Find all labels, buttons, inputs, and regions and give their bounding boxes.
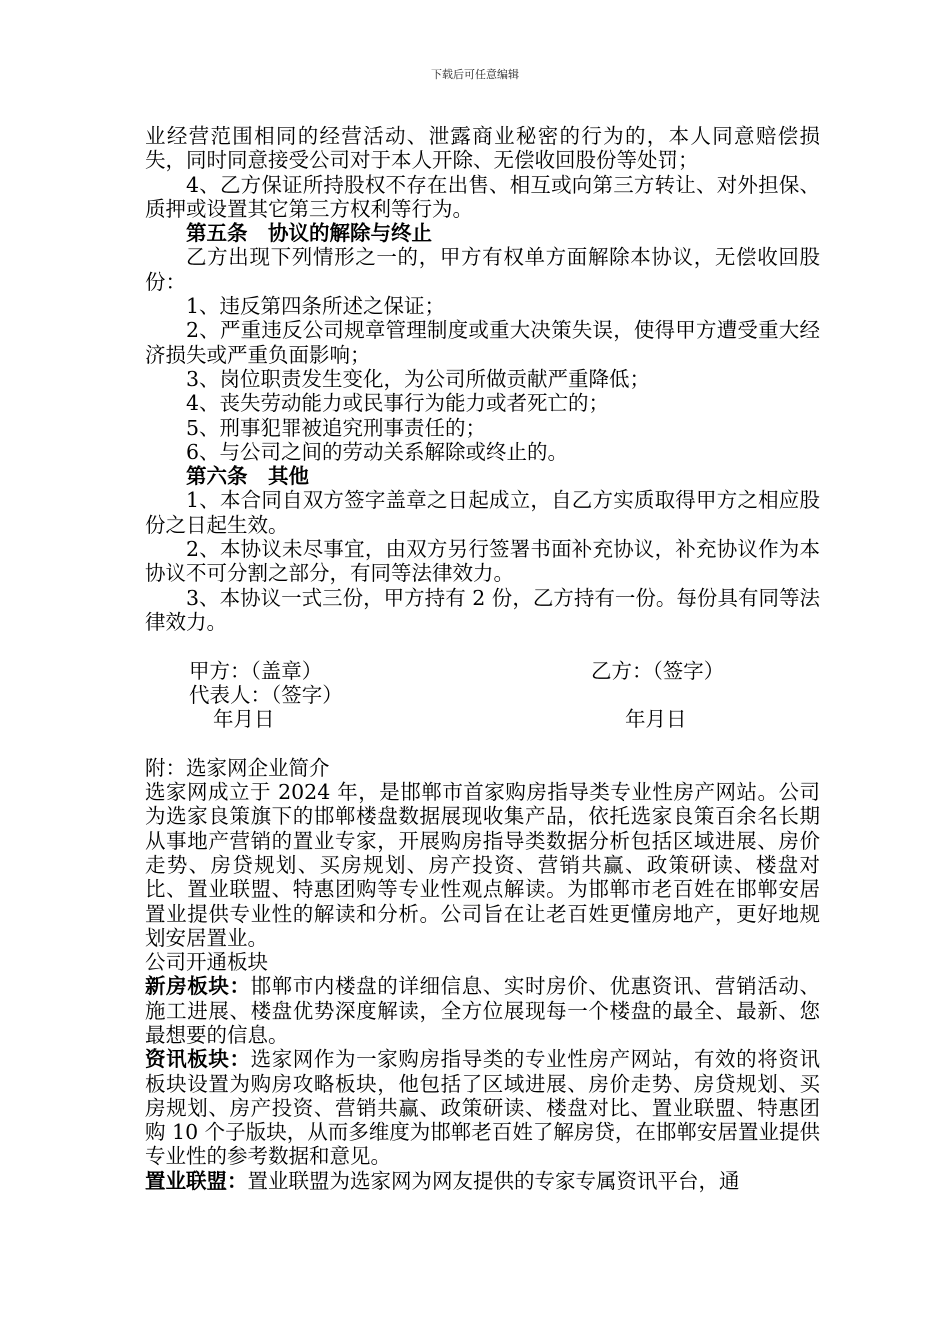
article-5-intro: 乙方出现下列情形之一的，甲方有权单方面解除本协议，无偿收回股份： — [145, 245, 820, 294]
appendix-intro: 选家网成立于 2024 年，是邯郸市首家购房指导类专业性房产网站。公司为选家良策旗下的邯郸楼盘数据展现收集产品，依托选家良策百余名长期从事地产营销的置业专家，开展购房指导类数据分析包括区域进展、房价走势、房贷规划、买房规划、房产投资、营销共赢、政策研读、楼盘对比、置业联盟、特惠团购等专业性观点解读。为邯郸市老百姓在邯郸安居置业提供专业性的解读和分析。公司旨在让老百姓更懂房地产，更好地规划安居置业。 — [145, 780, 820, 950]
module-label: 资讯板块： — [145, 1047, 251, 1072]
article-6-item-3: 3、本协议一式三份，甲方持有 2 份，乙方持有一份。每份具有同等法律效力。 — [145, 585, 820, 634]
list-item: 6、与公司之间的劳动关系解除或终止的。 — [186, 439, 569, 464]
party-a-seal-label: 甲方：（盖章） — [189, 658, 323, 683]
date-year-label: 年 — [625, 707, 646, 732]
module-new-homes — [145, 974, 820, 1047]
date-year-label: 年 — [213, 707, 234, 732]
module-text: 邯郸市内楼盘的详细信息、实时房价、优惠资讯、营销活动、施工进展、楼盘优势深度解读，全方位展现每一个楼盘的最全、最新、您最想要的信息。 — [145, 974, 821, 1047]
document-body — [145, 124, 820, 1193]
paragraph-clause-4-4: 4、乙方保证所持股权不存在出售、相互或向第三方转让、对外担保、质押或设置其它第三方权利等行为。 — [145, 172, 820, 221]
module-text: 置业联盟为选家网为网友提供的专家专属资讯平台，通 — [247, 1168, 740, 1193]
module-label: 新房板块： — [145, 974, 251, 999]
appendix-title: 附：选家网企业简介 — [145, 755, 330, 780]
article-6-heading: 第六条 其他 — [186, 464, 309, 489]
representative-sign-label: 代表人：（签字） — [189, 682, 343, 707]
signature-row-dates — [145, 707, 820, 731]
signature-row-representative — [145, 683, 820, 707]
date-month-label: 月 — [645, 707, 666, 732]
list-item: 5、刑事犯罪被追究刑事责任的； — [186, 415, 487, 440]
header-note: 下载后可任意编辑 — [431, 68, 519, 81]
module-label: 置业联盟： — [145, 1168, 248, 1193]
module-text: 选家网作为一家购房指导类的专业性房产网站，有效的将资讯板块设置为购房攻略板块，他包括了区域进展、房价走势、房贷规划、买房规划、房产投资、营销共赢、政策研读、楼盘对比、置业联盟、特惠团购 10 个子版块，从而多维度为邯郸老百姓了解房贷，在邯郸安居置业提供专业性的参考数据和意见。 — [145, 1047, 821, 1169]
list-item: 2、严重违反公司规章管理制度或重大决策失误，使得甲方遭受重大经济损失或严重负面影响； — [145, 318, 820, 367]
module-news — [145, 1047, 820, 1168]
date-month-label: 月 — [233, 707, 254, 732]
modules-title: 公司开通板块 — [145, 950, 268, 975]
date-party-b — [625, 707, 687, 731]
date-day-label: 日 — [254, 707, 275, 732]
list-item: 1、违反第四条所述之保证； — [186, 294, 446, 319]
article-5-heading: 第五条 协议的解除与终止 — [186, 221, 432, 246]
date-party-a — [213, 707, 275, 731]
module-alliance — [145, 1169, 820, 1193]
paragraph-continuation: 业经营范围相同的经营活动、泄露商业秘密的行为的，本人同意赔偿损失，同时同意接受公司对于本人开除、无偿收回股份等处罚； — [145, 124, 820, 173]
article-6-item-1: 1、本合同自双方签字盖章之日起成立，自乙方实质取得甲方之相应股份之日起生效。 — [145, 488, 820, 537]
signature-row-parties — [145, 659, 820, 683]
date-day-label: 日 — [666, 707, 687, 732]
list-item: 4、丧失劳动能力或民事行为能力或者死亡的； — [186, 391, 610, 416]
party-b-sign-label: 乙方：（签字） — [591, 658, 725, 683]
article-6-item-2: 2、本协议未尽事宜，由双方另行签署书面补充协议，补充协议作为本协议不可分割之部分，有同等法律效力。 — [145, 537, 820, 586]
list-item: 3、岗位职责发生变化，为公司所做贡献严重降低； — [186, 366, 651, 391]
